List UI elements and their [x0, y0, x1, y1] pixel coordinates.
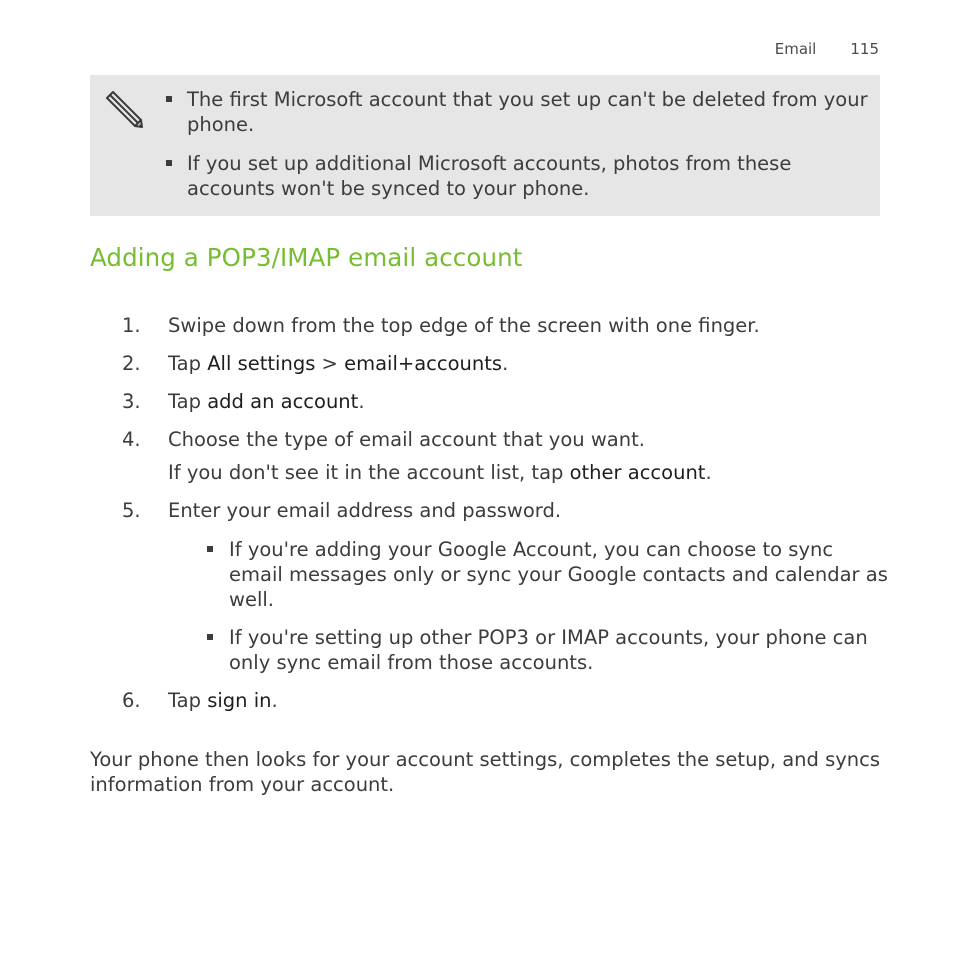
step-text-post: . — [502, 352, 509, 375]
ui-term-email-accounts: email+accounts — [344, 352, 503, 375]
ui-term-add-account: add an account — [207, 390, 359, 413]
step-4 — [90, 427, 890, 485]
step-number: 4. — [122, 428, 141, 451]
step-number: 3. — [122, 390, 141, 413]
ui-term-all-settings: All settings — [207, 352, 316, 375]
ui-term-sign-in: sign in — [207, 689, 272, 712]
steps-list — [90, 313, 890, 726]
step-5 — [90, 498, 890, 675]
header-section: Email — [774, 40, 817, 58]
note-list — [165, 87, 868, 215]
step-number: 5. — [122, 499, 141, 522]
step-number: 1. — [122, 314, 141, 337]
sub-list-item: If you're setting up other POP3 or IMAP accounts, your phone can only sync email from those accounts. — [206, 625, 890, 675]
note-item: If you set up additional Microsoft accounts, photos from these accounts won't be synced to your phone. — [165, 151, 868, 201]
note-item: The first Microsoft account that you set up can't be deleted from your phone. — [165, 87, 868, 137]
step-1 — [90, 313, 890, 338]
step-extra-post: . — [705, 461, 712, 484]
step-text: Choose the type of email account that you want. — [168, 428, 645, 451]
step-text: Swipe down from the top edge of the screen with one finger. — [168, 314, 760, 337]
step-text-mid: > — [315, 352, 345, 375]
step-number: 6. — [122, 689, 141, 712]
step-number: 2. — [122, 352, 141, 375]
section-title: Adding a POP3/IMAP email account — [90, 243, 523, 272]
sub-list — [168, 537, 890, 675]
step-text-pre: Tap — [168, 689, 208, 712]
closing-paragraph: Your phone then looks for your account settings, completes the setup, and syncs information from your account. — [90, 748, 881, 796]
page-header — [775, 40, 879, 58]
step-text-pre: Tap — [168, 390, 208, 413]
sub-list-item: If you're adding your Google Account, you can choose to sync email messages only or sync your Google contacts and calendar as well. — [206, 537, 890, 612]
step-text: Enter your email address and password. — [168, 499, 562, 522]
step-text-post: . — [271, 689, 278, 712]
step-6 — [90, 688, 890, 713]
step-text-post: . — [358, 390, 365, 413]
step-2 — [90, 351, 890, 376]
page-number: 115 — [850, 40, 879, 58]
step-text-pre: Tap — [168, 352, 208, 375]
pencil-icon — [104, 89, 144, 131]
step-extra-pre: If you don't see it in the account list, tap — [168, 461, 570, 484]
ui-term-other-account: other account — [569, 461, 706, 484]
step-3 — [90, 389, 890, 414]
step-extra — [168, 460, 890, 485]
note-box — [90, 75, 880, 216]
